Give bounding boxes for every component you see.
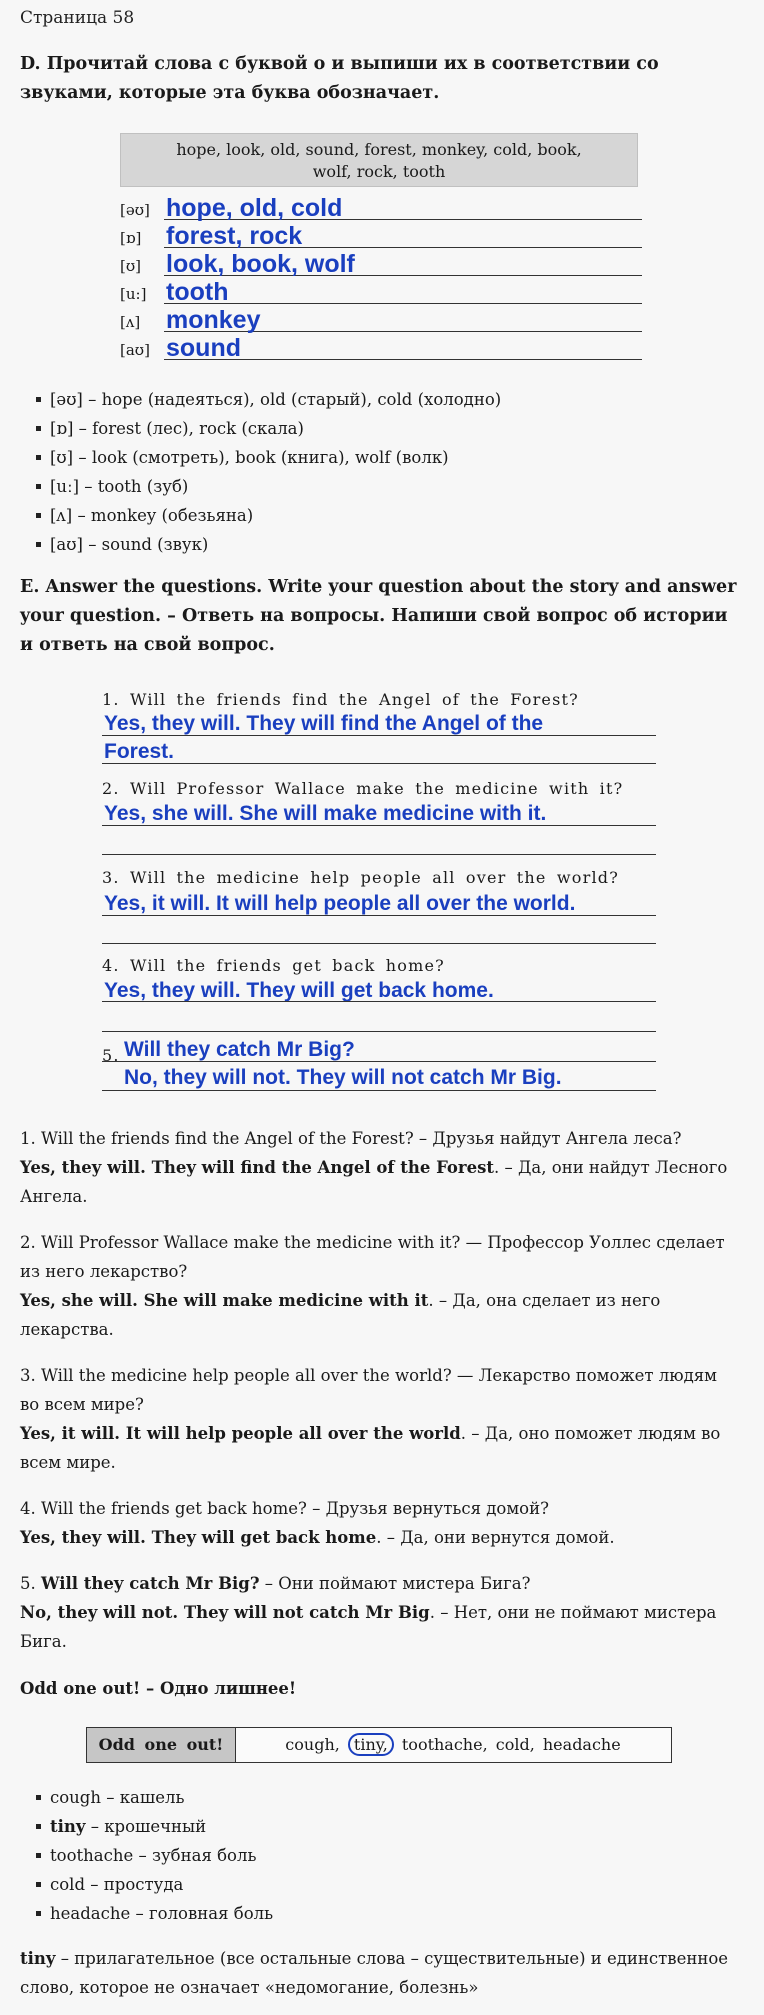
- sound-symbol: [əʊ]: [120, 201, 150, 219]
- list-item: [aʊ] – sound (звук): [20, 530, 501, 559]
- list-item: headache – головная боль: [20, 1899, 273, 1928]
- translation-answer: No, they will not. They will not catch Mr Big. – Нет, они не поймают мистера Бига.: [20, 1603, 717, 1651]
- sound-answer: sound: [166, 334, 241, 362]
- translation-answer: Yes, it will. It will help people all over the world. – Да, оно поможет людям во всем мире.: [20, 1424, 721, 1472]
- answer-4: Yes, they will. They will get back home.: [104, 979, 494, 1002]
- sound-row: [120, 334, 642, 362]
- word-tiny-circled: tiny,: [348, 1733, 394, 1756]
- question-2: 2. Will Professor Wallace make the medicine with it?: [102, 779, 624, 798]
- sound-row: [120, 306, 642, 334]
- answer-3: Yes, it will. It will help people all over the world.: [104, 892, 576, 915]
- translation-question: 4. Will the friends get back home? – Друзья вернуться домой?: [20, 1499, 549, 1518]
- translation-question: 2. Will Professor Wallace make the medicine with it? — Профессор Уоллес сделает из него лекарство?: [20, 1233, 725, 1281]
- sound-bullet-list: [20, 385, 501, 559]
- list-item: cough – кашель: [20, 1783, 273, 1812]
- sound-answer: hope, old, cold: [166, 194, 343, 222]
- list-item: [ɒ] – forest (лес), rock (скала): [20, 414, 501, 443]
- list-item: [ʊ] – look (смотреть), book (книга), wolf (волк): [20, 443, 501, 472]
- answer-line: [102, 735, 656, 736]
- sound-row: [120, 222, 642, 250]
- translation-3: [20, 1361, 730, 1477]
- sound-row: [120, 250, 642, 278]
- remaining-words: toothache, cold, headache: [401, 1735, 621, 1754]
- odd-one-out-words: [235, 1728, 671, 1762]
- answer-2: Yes, she will. She will make medicine with it.: [104, 802, 547, 825]
- sound-symbol: [ʊ]: [120, 257, 142, 275]
- sound-answer: monkey: [166, 306, 261, 334]
- answer-line: [102, 854, 656, 855]
- question-5: Will they catch Mr Big?: [124, 1038, 355, 1061]
- odd-one-out-bullet-list: [20, 1783, 273, 1928]
- list-item: cold – простуда: [20, 1870, 273, 1899]
- answer-line: [102, 1061, 656, 1062]
- translation-answer: Yes, they will. They will get back home. – Да, они вернутся домой.: [20, 1528, 615, 1547]
- question-5-number: 5.: [102, 1046, 120, 1065]
- list-item: tiny – крошечный: [20, 1812, 273, 1841]
- answer-line: [164, 303, 642, 304]
- list-item: [ʌ] – monkey (обезьяна): [20, 501, 501, 530]
- sound-answer: forest, rock: [166, 222, 303, 250]
- translation-5: [20, 1569, 730, 1656]
- odd-one-out-explanation: tiny – прилагательное (все остальные слова – существительные) и единственное слово, которое не означает «недомогание, болезнь»: [20, 1949, 729, 1997]
- sound-row: [120, 278, 642, 306]
- sound-symbol: [u:]: [120, 285, 147, 303]
- answer-line: [102, 1001, 656, 1002]
- translation-question: 3. Will the medicine help people all over the world? — Лекарство поможет людям во всем мире?: [20, 1366, 718, 1414]
- section-e-heading: E. Answer the questions. Write your question about the story and answer your question. – Ответь на вопросы. Напиши свой вопрос об истории и ответь на свой вопрос.: [20, 577, 737, 655]
- translation-answer: Yes, she will. She will make medicine with it. – Да, она сделает из него лекарства.: [20, 1291, 661, 1339]
- translation-1: [20, 1124, 730, 1211]
- translation-question: 1. Will the friends find the Angel of the Forest? – Друзья найдут Ангела леса?: [20, 1129, 682, 1148]
- list-item: [uː] – tooth (зуб): [20, 472, 501, 501]
- answer-line: [102, 1090, 656, 1091]
- sound-symbol: [ʌ]: [120, 313, 141, 331]
- odd-one-out-label: Odd one out!: [87, 1728, 236, 1762]
- sound-row: [120, 194, 642, 222]
- sound-answer: tooth: [166, 278, 229, 306]
- list-item: toothache – зубная боль: [20, 1841, 273, 1870]
- answer-1-line1: Yes, they will. They will find the Angel of the: [104, 712, 544, 735]
- question-3: 3. Will the medicine help people all over the world?: [102, 868, 619, 887]
- answer-1-line2: Forest.: [104, 740, 175, 763]
- answer-5: No, they will not. They will not catch Mr Big.: [124, 1066, 562, 1089]
- answer-line: [102, 943, 656, 944]
- translation-answer: Yes, they will. They will find the Angel of the Forest. – Да, они найдут Лесного Ангела.: [20, 1158, 728, 1206]
- word-box: [120, 133, 638, 187]
- odd-one-out-box: [86, 1727, 672, 1763]
- sound-symbol: [ɒ]: [120, 229, 142, 247]
- page-title: Страница 58: [20, 8, 135, 28]
- list-item: [əʊ] – hope (надеяться), old (старый), cold (холодно): [20, 385, 501, 414]
- translation-4: [20, 1494, 730, 1552]
- word-box-line2: wolf, rock, tooth: [312, 162, 446, 181]
- answer-line: [102, 1031, 656, 1032]
- word-cough: cough,: [285, 1735, 340, 1754]
- section-d-heading: D. Прочитай слова с буквой o и выпиши их в соответствии со звуками, которые эта буква обозначает.: [20, 54, 659, 103]
- question-1: 1. Will the friends find the Angel of the Forest?: [102, 690, 579, 709]
- word-box-line1: hope, look, old, sound, forest, monkey, cold, book,: [176, 140, 582, 159]
- answer-line: [102, 825, 656, 826]
- sound-symbol: [aʊ]: [120, 341, 150, 359]
- translation-2: [20, 1228, 730, 1344]
- odd-one-out-heading: Odd one out! – Одно лишнее!: [20, 1679, 297, 1698]
- answer-line: [102, 763, 656, 764]
- question-4: 4. Will the friends get back home?: [102, 956, 445, 975]
- answer-line: [102, 915, 656, 916]
- translation-question: 5. Will they catch Mr Big? – Они поймают мистера Бига?: [20, 1574, 531, 1593]
- sound-answer: look, book, wolf: [166, 250, 355, 278]
